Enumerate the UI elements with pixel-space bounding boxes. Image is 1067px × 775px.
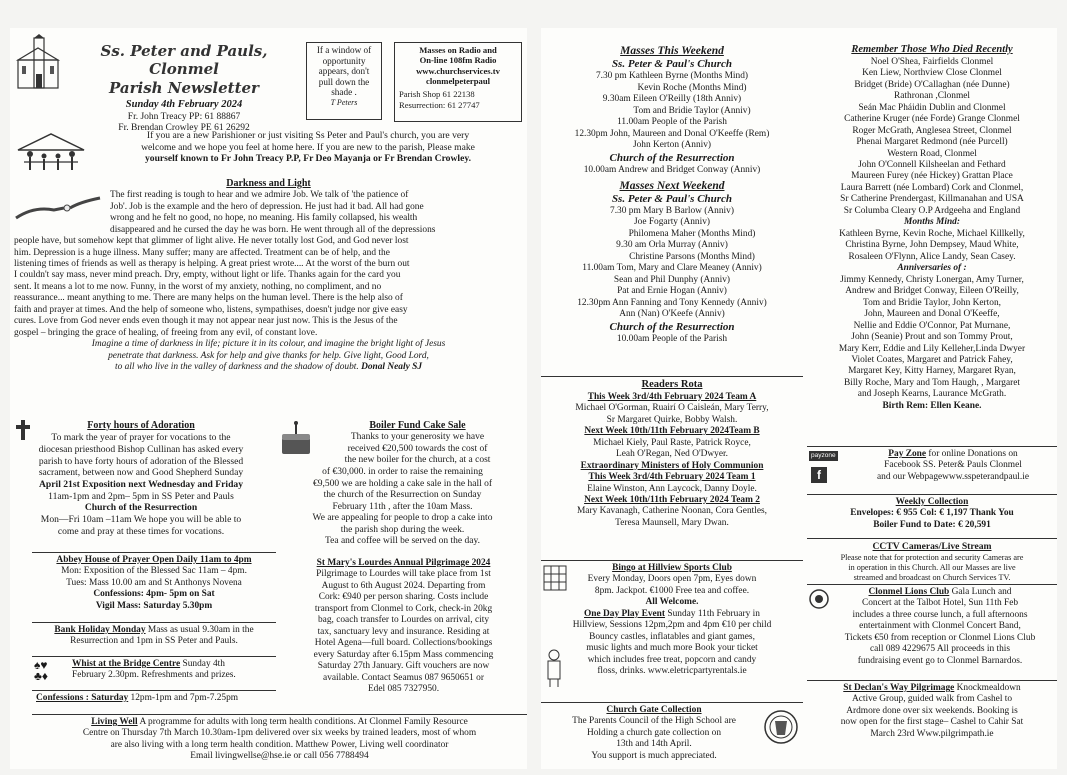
church-gate-line: 13th and 14th April.	[616, 739, 692, 750]
adoration-section	[10, 418, 272, 544]
play-event-line: music lights and much more Book your ticket	[586, 643, 758, 654]
anniversary-line: John, Maureen and Donal O'Keeffe,	[864, 309, 1000, 320]
bank-holiday-text: Resurrection and 1pm in SS Peter and Pauls.	[70, 636, 238, 647]
cctv-title: CCTV Cameras/Live Stream	[872, 541, 992, 552]
darkness-closing-line: Imagine a time of darkness in life; picture it in its colour, and imagine the bright light of Jesus	[91, 339, 446, 350]
lions-club-section	[807, 584, 1057, 676]
darkness-line: reassurance... meant anything to me. There are many helps on the human level. There is the help also of	[14, 293, 403, 304]
lourdes-line: bag, coach transfer to Lourdes on arrival, city	[317, 615, 490, 626]
masses-radio-box	[394, 42, 522, 122]
lourdes-title: St Mary's Lourdes Annual Pilgrimage 2024	[316, 558, 491, 568]
newsletter-title: Ss. Peter and Pauls, Clonmel	[100, 42, 268, 79]
cctv-section	[807, 538, 1057, 580]
living-well-line: Centre on Thursday 7th March 10.30am-1pm delivered over six weeks by trained leaders, most of whom	[82, 728, 477, 739]
masses-this-church2: Church of the Resurrection	[609, 151, 735, 164]
darkness-line: sent. It means a lot to me now. Funny, in the worst of my anxiety, nothing, no compliment, and no	[14, 281, 382, 292]
darkness-line: listening times of friends as well as therapy is helping. A great priest wrote.... At the worst of the burn out	[14, 259, 410, 269]
boiler-line: February 11th , after the 10am Mass.	[332, 501, 473, 512]
welcome-line: welcome and we hope you feel at home here. If you are new to the parish, Please make	[141, 141, 475, 153]
living-well-line: are also living with a long term health condition. Matthew Power, Living well coordinator	[110, 739, 449, 750]
parish-shop-phone: Parish Shop 61 22138	[399, 89, 475, 100]
bank-holiday-section	[32, 622, 276, 652]
boiler-line: the parish shop during the week.	[340, 524, 465, 535]
ministers-title: Extraordinary Ministers of Holy Communion	[580, 460, 764, 471]
darkness-closing	[14, 339, 523, 373]
readers-line: Michael O'Gorman, Ruairí O Caisleán, Mary Terry,	[575, 403, 769, 414]
playing-cards-icon: ♠♥ ♣♦	[34, 658, 48, 683]
remember-line: Rathronan ,Clonmel	[893, 91, 971, 102]
mass-line: 11.00am People of the Parish	[617, 117, 727, 128]
whist-section	[32, 656, 276, 688]
cross-icon	[16, 420, 30, 440]
lions-line: Concert at the Talbot Hotel, Sun 11th Feb	[861, 598, 1019, 609]
declan-line: Ardmore done over six weekends. Booking is	[846, 705, 1018, 716]
anniversary-line: Andrew and Bridget Conway, Eileen O'Reilly,	[845, 286, 1019, 297]
adoration-line: 11am-1pm and 2pm– 5pm in SS Peter and Pauls	[48, 490, 234, 502]
boiler-cake-sale-section	[278, 418, 527, 552]
mass-line: 10.00am People of the Parish	[616, 334, 728, 345]
darkness-line: faith and prayer at times. And the help of someone who, listens, sympathises, doesn't judge nor give easy	[14, 304, 408, 315]
boiler-line: €9,500 we are holding a cake sale in the hall of	[312, 478, 493, 489]
abbey-line: Mon: Exposition of the Blessed Sac 11am – 4pm.	[61, 566, 247, 577]
bingo-line: Every Monday, Doors open 7pm, Eyes down	[587, 574, 757, 585]
confessions-section	[32, 690, 276, 708]
payzone-logo: payzone	[811, 452, 836, 459]
adoration-line: come and pray at these times for vocations.	[57, 525, 225, 537]
remember-line: John O'Connell Kilsheelan and Fethard	[858, 160, 1006, 171]
left-page	[10, 28, 527, 769]
lourdes-line: August to 6th August 2024. Departing from	[321, 580, 486, 591]
declan-line: now open for the first stage– Cashel to Cahir Sat	[840, 717, 1024, 728]
lourdes-line: tax, sanctuary levy and insurance. Residing at	[317, 626, 490, 637]
adoration-line: Church of the Resurrection	[84, 502, 198, 514]
remember-line: Sr Columba Cleary O.P Ardgeeha and England	[843, 205, 1021, 216]
church-gate-line: Holding a church gate collection on	[586, 727, 722, 738]
play-event-link[interactable]: floss, drinks. www.eletricpartyrentals.ie	[597, 666, 747, 677]
masses-this-title: Masses This Weekend	[620, 45, 724, 57]
newsletter-date: Sunday 4th February 2024	[125, 98, 243, 110]
whist-text: February 2.30pm. Refreshments and prizes.	[72, 670, 236, 681]
adoration-line: Mon—Fri 10am –11am We hope you will be able to	[40, 514, 242, 526]
payzone-line: for online Donations on	[926, 449, 1018, 459]
curate-contact: Fr. Brendan Crowley PE 61 26292	[118, 123, 250, 134]
lourdes-line: Cork: €940 per person sharing. Costs include	[318, 592, 489, 603]
boiler-line: of €30,000. in order to raise the remaining	[322, 466, 483, 477]
quote-line: pull down the	[318, 76, 370, 87]
boiler-line: Thanks to your generosity we have	[350, 432, 485, 443]
cctv-line: Please note that for protection and security Cameras are	[840, 552, 1024, 562]
living-well-line: A programme for adults with long term health conditions. At Clonmel Family Resource	[137, 717, 468, 727]
quote-author: T Peters	[330, 97, 358, 107]
birth-rem: Birth Rem: Ellen Keane.	[882, 400, 982, 411]
darkness-line: him. Depression is a huge illness. Many suffer; many are affected. Treatment can be of help, and the	[14, 247, 390, 258]
darkness-line: gospel – bringing the grace of healing, of freeing from any evil, of constant love.	[14, 327, 318, 338]
darkness-closing-line: to all who live in the valley of darkness and the shadow of doubt.	[114, 362, 359, 373]
remember-title: Remember Those Who Died Recently	[851, 44, 1013, 55]
radio-line: Masses on Radio and	[419, 45, 497, 55]
bank-holiday-title: Bank Holiday Monday	[54, 625, 146, 635]
living-well-title: Living Well	[91, 717, 138, 727]
declan-link[interactable]: March 23rd Www.pilgrimpath.ie	[870, 728, 994, 739]
declan-line: Knockmealdown	[954, 683, 1021, 693]
readers-line: Sr Margaret Quirke, Bobby Walsh.	[606, 414, 738, 425]
st-declans-way-section	[807, 680, 1057, 760]
church-gate-section	[541, 702, 803, 766]
mass-line: 12.30pm Ann Fanning and Tony Kennedy (Anniv)	[577, 297, 767, 308]
boiler-line: the church of the Resurrection on Sunday	[323, 490, 482, 501]
darkness-line: I couldn't say mass, never mind preach. Dry, empty, without light or life. Thanks again for the card you	[14, 270, 401, 281]
weekly-envelopes: Envelopes: € 955 Col: € 1,197 Thank You	[850, 508, 1014, 519]
lourdes-line: transport from Clonmel to Cork, check-in 20kg	[314, 603, 493, 614]
pp-contact: Fr. John Treacy PP: 61 88867	[127, 111, 241, 122]
confessions-label: Confessions : Saturday	[36, 693, 129, 703]
cctv-line: in operation in this Church. All our Masses are live	[848, 562, 1016, 572]
adoration-line: April 21st Exposition next Wednesday and Friday	[39, 479, 243, 490]
adoration-line: To mark the year of prayer for vocations to the	[51, 432, 231, 444]
remember-line: Seán Mac Pháidin Dublin and Clonmel	[858, 102, 1006, 113]
cctv-line: streamed and broadcast on Church Services TV.	[853, 572, 1011, 582]
lourdes-line: Pilgrimage to Lourdes will take place from 1st	[316, 569, 491, 580]
abbey-line: Confessions: 4pm- 5pm on Sat	[93, 589, 215, 600]
abbey-title: Abbey House of Prayer Open Daily 11am to 4pm	[56, 555, 252, 565]
masses-next-church2: Church of the Resurrection	[609, 320, 735, 333]
anniversary-line: Tom and Bridie Taylor, John Kerton,	[863, 297, 1001, 308]
hands-reaching-icon	[14, 188, 102, 232]
mass-line: Kevin Roche (Months Mind)	[637, 82, 747, 93]
mass-line: 12.30pm John, Maureen and Donal O'Keeffe (Rem)	[574, 128, 770, 139]
darkness-line: wrong and he felt no good, no hope, no meaning. His family collapsed, his wealth	[110, 213, 418, 224]
family-icon	[16, 132, 86, 174]
anniversary-line: and Joseph Kearns, Laurance McGrath.	[857, 389, 1007, 400]
readers-rota-section	[541, 376, 803, 556]
readers-line: Leah O'Regan, Ned O'Dwyer.	[616, 449, 728, 460]
quote-box	[306, 42, 382, 120]
mass-line: 10.00am Andrew and Bridget Conway (Anniv)	[583, 165, 761, 176]
anniversaries-title: Anniversaries of :	[897, 263, 967, 274]
lions-line: fundraising event go to Clonmel Barnardos.	[857, 655, 1023, 666]
bingo-title: Bingo at Hillview Sports Club	[612, 563, 732, 573]
radio-line: On-line 108fm Radio	[419, 55, 497, 66]
anniversary-line: Jimmy Kennedy, Christy Lonergan, Amy Turner,	[840, 274, 1024, 285]
newsletter-subtitle: Parish Newsletter	[109, 78, 259, 97]
darkness-title: Darkness and Light	[226, 178, 311, 189]
lourdes-line: Hotel Agena—full board. Collections/bookings	[314, 638, 493, 649]
lions-line: Gala Lunch and	[949, 587, 1012, 597]
mass-line: Sean and Phil Dunphy (Anniv)	[613, 274, 731, 285]
darkness-closing-line: penetrate that darkness. Ask for help and give thanks for help. Give light, Good Lord,	[108, 350, 429, 361]
ministers-team-2-title: Next Week 10th/11th February 2024 Team 2	[584, 495, 760, 506]
church-services-link[interactable]: www.churchservices.tv	[416, 65, 500, 76]
living-well-section	[32, 714, 527, 766]
boiler-title: Boiler Fund Cake Sale	[369, 420, 466, 431]
mass-line: Christine Parsons (Months Mind)	[629, 251, 755, 262]
welcome-line: yourself known to Fr John Treacy P.P, Fr Deo Mayanja or Fr Brendan Crowley.	[144, 153, 472, 165]
mass-line: 7.30 pm Mary B Barlow (Anniv)	[610, 206, 734, 216]
adoration-title: Forty hours of Adoration	[87, 420, 195, 431]
remember-line: Western Road, Clonmel	[887, 148, 977, 159]
anniversary-line: Margaret Key, Kitty Harney, Margaret Ryan,	[848, 366, 1016, 377]
radio-line: clonmelpeterpaul	[426, 75, 490, 86]
church-gate-line: You support is much appreciated.	[591, 750, 717, 761]
months-mind-line: Christina Byrne, John Dempsey, Maud White,	[845, 240, 1019, 251]
mass-line: Joe Fogarty (Anniv)	[633, 217, 711, 228]
right-page	[541, 28, 1057, 769]
months-mind-title: Months Mind:	[903, 217, 960, 228]
adoration-line: sacrament, between now and Good Shepherd Sunday	[38, 467, 244, 479]
confessions-text: 12pm-1pm and 7pm-7.25pm	[128, 693, 239, 703]
ministers-team-1-title: This Week 3rd/4th February 2024 Team 1	[588, 472, 756, 483]
bingo-welcome: All Welcome.	[645, 597, 699, 608]
quote-line: appears, don't	[318, 66, 370, 77]
resurrection-phone: Resurrection: 61 27747	[399, 99, 480, 110]
months-mind-line: Rosaleen O'Flynn, Alice Landy, Sean Casey.	[848, 251, 1016, 262]
ministers-line: Teresa Maunsell, Mary Dwan.	[615, 517, 729, 528]
declan-title: St Declan's Way Pilgrimage	[843, 683, 955, 693]
remember-line: Maureen Furey (née Hickey) Grattan Place	[851, 171, 1013, 182]
remember-line: Laura Barrett (née Lombard) Cork and Clonmel,	[840, 182, 1024, 193]
adoration-line: parish to have forty hours of adoration of the Blessed	[38, 455, 244, 467]
masses-section	[541, 42, 803, 372]
play-event-line: Sunday 11th February in	[665, 608, 760, 619]
ministers-line: Elaine Winston, Ann Laycock, Danny Doyle.	[587, 483, 757, 494]
abbey-house-section	[32, 552, 276, 614]
remember-line: Phenai Margaret Redmond (née Purcell)	[856, 137, 1008, 148]
lions-line: includes a three course lunch, a full afternoons	[852, 609, 1028, 620]
mass-line: 9.30am Eileen O'Reilly (18th Anniv)	[602, 94, 742, 105]
masses-next-title: Masses Next Weekend	[619, 179, 725, 192]
remember-line: Catherine Kruger (née Forde) Grange Clonmel	[844, 114, 1020, 125]
play-event-line: which includes free treat, popcorn and candy	[587, 654, 757, 665]
ministers-line: Mary Kavanagh, Catherine Noonan, Cora Gentles,	[576, 506, 768, 517]
darkness-author: Donal Nealy SJ	[361, 362, 422, 373]
lourdes-line: available. Contact Seamus 087 9650651 or	[323, 672, 484, 683]
anniversary-line: Violet Coates, Margaret and Patrick Fahey,	[851, 354, 1013, 365]
bingo-line: 8pm. Jackpot. €1000 Free tea and coffee.	[594, 585, 750, 596]
months-mind-line: Kathleen Byrne, Kevin Roche, Michael Killkelly,	[839, 228, 1025, 239]
quote-line: shade .	[331, 87, 357, 98]
declan-line: Active Group, guided walk from Cashel to	[851, 694, 1013, 705]
payzone-webpage[interactable]: and our Webpagewww.sspeterandpaul.ie	[876, 471, 1030, 482]
play-event-line: Bouncy castles, inflatables and giant games,	[589, 631, 755, 642]
remember-section	[807, 42, 1057, 442]
remember-line: Sr Catherine Prendergast, Killmanahan and USA	[840, 194, 1024, 205]
boiler-line: We are appealing for people to drop a cake into	[312, 513, 493, 524]
payzone-title: Pay Zone	[888, 449, 927, 459]
mass-line: Tom and Bridie Taylor (Anniv)	[633, 105, 751, 116]
whist-title: Whist at the Bridge Centre	[72, 659, 181, 669]
welcome-line: If you are a new Parishioner or just visiting Ss Peter and Paul's church, you are very	[146, 130, 470, 141]
lions-line: entertainment with Clonmel Concert Band,	[859, 621, 1021, 632]
party-figure-icon	[543, 649, 565, 689]
lourdes-line: every Saturday after 6.15pm Mass commencing	[313, 649, 494, 660]
darkness-line: The first reading is tough to hear and we admire Job. We talk of 'the patience of	[110, 190, 409, 201]
abbey-line: Tues: Mass 10.00 am and St Anthonys Novena	[66, 577, 242, 588]
adoration-line: diocesan priesthood Bishop Cullinan has asked every	[38, 443, 244, 455]
bingo-section	[541, 560, 803, 698]
lourdes-line: Edel 085 7327950.	[367, 684, 440, 695]
boiler-line: received €20,500 towards the cost of	[347, 443, 488, 454]
masses-this-church: Ss. Peter & Paul's Church	[611, 58, 733, 71]
mass-line: Ann (Nan) O'Keefe (Anniv)	[619, 309, 725, 320]
payzone-section	[807, 446, 1057, 490]
bank-holiday-text: Mass as usual 9.30am in the	[145, 625, 254, 635]
remember-line: Ken Liew, Northview Close Clonmel	[862, 68, 1002, 79]
anniversary-line: Mary Kerr, Eddie and Lily Kelleher,Linda Dwyer	[838, 343, 1026, 354]
mass-line: Pat and Ernie Hogan (Anniv)	[617, 286, 727, 297]
mass-line: Philomena Maher (Months Mind)	[628, 228, 756, 239]
play-event-title: One Day Play Event	[584, 608, 666, 619]
facebook-icon[interactable]: f	[811, 467, 827, 483]
boiler-fund-total: Boiler Fund to Date: € 20,591	[873, 519, 991, 530]
darkness-line: people have, but somehow kept that glimmer of light alive. He never totally lost God, and God never lost	[14, 236, 409, 247]
quote-line: opportunity	[322, 55, 366, 66]
mass-line: 7.30 pm Kathleen Byrne (Months Mind)	[595, 71, 749, 82]
remember-line: Roger McGrath, Anglesea Street, Clonmel	[852, 125, 1012, 136]
quote-line: If a window of	[316, 45, 372, 55]
lions-title: Clonmel Lions Club	[868, 587, 950, 597]
weekly-collection-section	[807, 494, 1057, 534]
lourdes-line: Saturday 27th January. Gift vouchers are now	[317, 661, 490, 672]
mass-line: John Kerton (Anniv)	[632, 140, 712, 151]
remember-line: Noel O'Shea, Fairfields Clonmel	[870, 56, 994, 67]
school-crest-icon	[763, 709, 799, 745]
anniversary-line: Billy Roche, Mary and Tom Haugh, , Margaret	[843, 377, 1021, 388]
abbey-line: Vigil Mass: Saturday 5.30pm	[95, 600, 213, 611]
darkness-line: cures. Love from God never ends even though it may not appear near just now. This is the Jesus of the	[14, 316, 398, 327]
church-gate-title: Church Gate Collection	[606, 705, 702, 715]
readers-title: Readers Rota	[641, 379, 703, 390]
cake-icon	[278, 420, 314, 458]
lions-club-logo-icon	[809, 589, 829, 609]
lions-line: Tickets €50 from reception or Clonmel Lions Club	[844, 632, 1036, 643]
title-block	[70, 40, 298, 134]
boiler-line: the new boiler for the church, at a cost	[344, 455, 491, 466]
darkness-line: disappeared and he cursed the day he was born. He went through all of the depressions	[110, 224, 436, 235]
mass-line: 11.00am Tom, Mary and Clare Meaney (Anniv)	[582, 263, 762, 274]
church-building-icon	[14, 34, 68, 96]
readers-team-a-title: This Week 3rd/4th February 2024 Team A	[587, 391, 757, 402]
living-well-email[interactable]: Email livingwellse@hse.ie or call 056 7788494	[190, 751, 369, 762]
anniversary-line: John (Seanie) Prout and son Tommy Prout,	[851, 332, 1013, 343]
readers-line: Michael Kiely, Paul Raste, Patrick Royce,	[593, 437, 751, 448]
masses-next-church: Ss. Peter & Paul's Church	[611, 192, 733, 205]
welcome-box	[94, 128, 522, 168]
mass-line: 9.30 am Orla Murray (Anniv)	[616, 240, 728, 251]
lourdes-section	[280, 556, 527, 708]
payzone-line: Facebook SS. Peter& Pauls Clonmel	[884, 460, 1022, 471]
darkness-line: Job'. Job is the example and the hero of depression. He just had it bad. All had gone	[110, 201, 424, 212]
remember-line: Bridget (Bride) O'Callaghan (née Dunne)	[854, 79, 1010, 90]
readers-team-b-title: Next Week 10th/11th February 2024Team B	[584, 426, 760, 437]
lions-line: call 089 4229675 All proceeds in this	[869, 644, 1011, 655]
church-gate-line: The Parents Council of the High School are	[572, 716, 736, 727]
boiler-line: Tea and coffee will be served on the day.	[325, 536, 480, 547]
bingo-card-icon	[543, 565, 567, 591]
whist-text: Sunday 4th	[180, 659, 225, 669]
anniversary-line: Nellie and Eddie O'Connor, Pat Murnane,	[853, 320, 1011, 331]
weekly-title: Weekly Collection	[895, 497, 969, 507]
play-event-line: Hillview, Sessions 12pm,2pm and 4pm €10 per child	[572, 620, 772, 631]
